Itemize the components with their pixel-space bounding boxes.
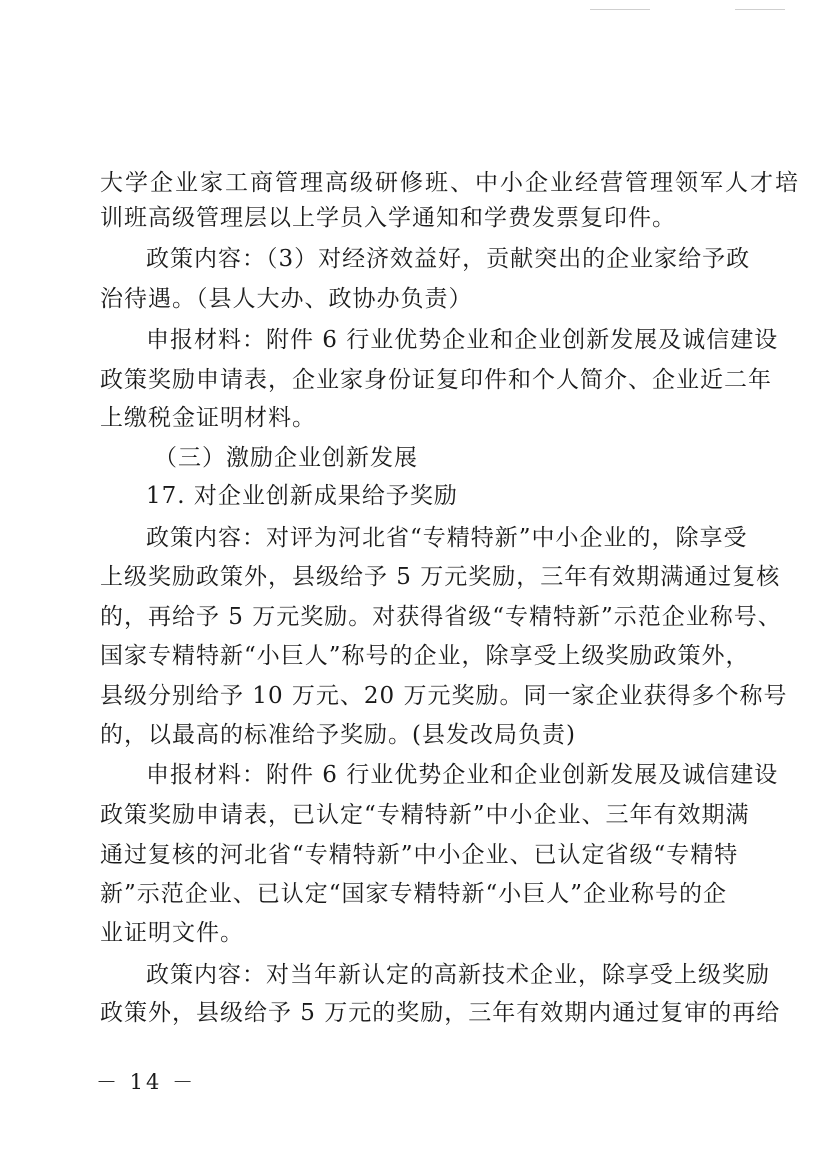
body-text-line: 政策内容：（3）对经济效益好，贡献突出的企业家给予政 (146, 246, 751, 272)
scan-mark (590, 9, 650, 10)
body-text-line: 上级奖励政策外，县级给予 5 万元奖励，三年有效期满通过复核 (100, 564, 781, 590)
section-heading: （三）激励企业创新发展 (154, 445, 418, 471)
body-text-line: 政策奖励申请表，企业家身份证复印件和个人简介、企业近二年 (100, 367, 772, 393)
body-text-line: 的，以最高的标准给予奖励。(县发改局负责) (100, 722, 576, 748)
body-text-line: 政策内容：对当年新认定的高新技术企业，除享受上级奖励 (146, 962, 770, 988)
body-text-line: 政策内容：对评为河北省“专精特新”中小企业的，除享受 (146, 525, 748, 551)
body-text-line: 新”示范企业、已认定“国家专精特新“小巨人”企业称号的企 (100, 881, 728, 907)
scan-mark (735, 9, 785, 10)
body-text-line: 通过复核的河北省“专精特新”中小企业、已认定省级“专精特 (100, 842, 739, 868)
body-text-line: 业证明文件。 (100, 920, 244, 946)
body-text-line: 治待遇。（县人大办、政协办负责） (100, 286, 473, 312)
body-text-line: 县级分别给予 10 万元、20 万元奖励。同一家企业获得多个称号 (100, 683, 788, 709)
body-text-line: 大学企业家工商管理高级研修班、中小企业经营管理领军人才培 (100, 170, 800, 196)
body-text-line: 政策奖励申请表，已认定“专精特新”中小企业、三年有效期满 (100, 802, 750, 828)
body-text-line: 训班高级管理层以上学员入学通知和学费发票复印件。 (100, 205, 676, 231)
body-text-line: 上缴税金证明材料。 (100, 405, 316, 431)
page-number: － 14 － (96, 1070, 197, 1094)
body-text-line: 国家专精特新“小巨人”称号的企业，除享受上级奖励政策外， (100, 643, 750, 669)
body-text-line: 申报材料：附件 6 行业优势企业和企业创新发展及诚信建设 (146, 762, 779, 788)
item-heading: 17. 对企业创新成果给予奖励 (146, 483, 458, 509)
body-text-line: 申报材料：附件 6 行业优势企业和企业创新发展及诚信建设 (146, 327, 779, 353)
body-text-line: 政策外，县级给予 5 万元的奖励，三年有效期内通过复审的再给 (100, 1000, 781, 1026)
body-text-line: 的，再给予 5 万元奖励。对获得省级“专精特新”示范企业称号、 (100, 604, 782, 630)
